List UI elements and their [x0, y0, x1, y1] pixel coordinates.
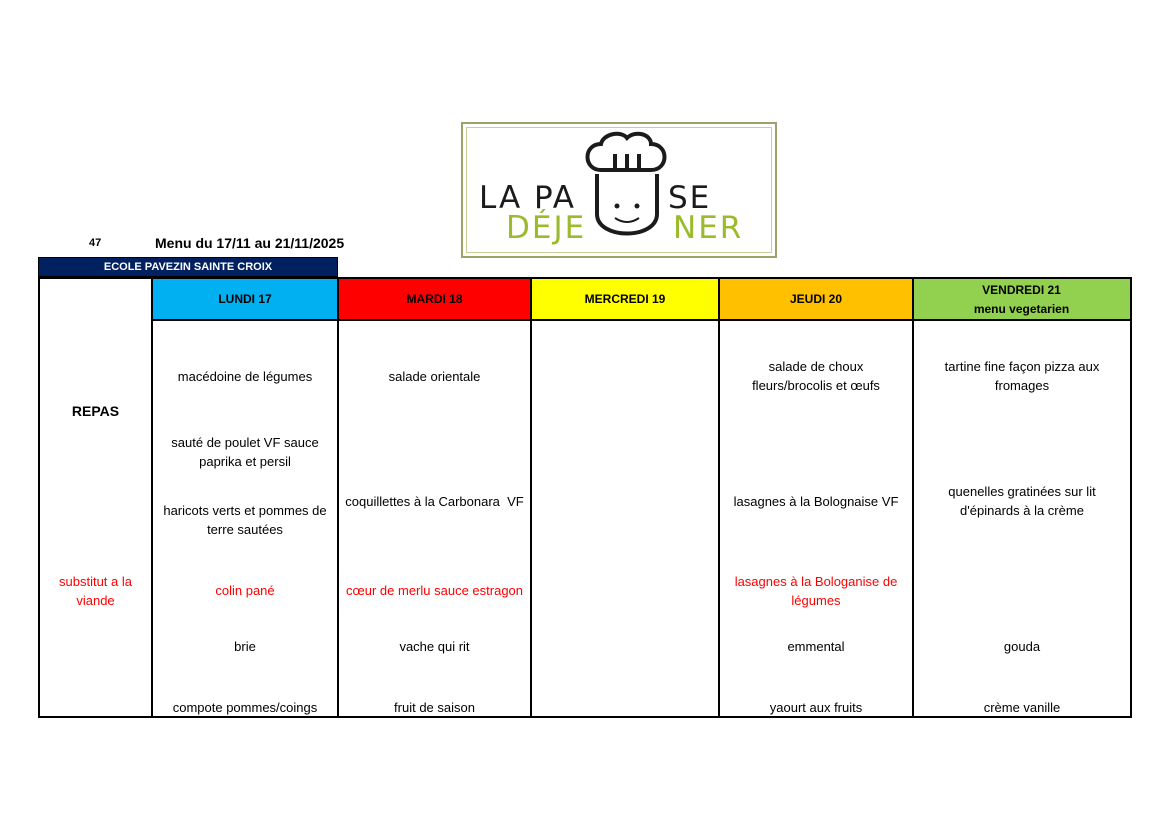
monday-side: haricots verts et pommes de terre sautées	[163, 503, 327, 537]
tuesday-starter: salade orientale	[388, 368, 481, 384]
monday-main: sauté de poulet VF sauce paprika et persil	[171, 435, 319, 469]
grid-line	[530, 277, 532, 718]
grid-line	[152, 319, 1132, 321]
logo-text-la-pa: LA PA	[479, 180, 576, 216]
tuesday-side: coquillettes à la Carbonara VF	[345, 493, 524, 509]
monday-substitute: colin pané	[215, 582, 275, 598]
chef-face-icon	[581, 130, 671, 250]
grid-line	[38, 277, 1132, 279]
friday-starter: tartine fine façon pizza aux fromages	[944, 359, 1100, 393]
week-number: 47	[89, 237, 102, 249]
logo-text-ner: NER	[673, 210, 744, 246]
day-header-friday	[913, 279, 1130, 320]
menu-title: Menu du 17/11 au 21/11/2025	[155, 235, 345, 251]
tuesday-dessert: fruit de saison	[394, 699, 475, 715]
thursday-starter: salade de choux fleurs/brocolis et œufs	[752, 359, 880, 393]
friday-dessert: crème vanille	[983, 699, 1061, 715]
tuesday-substitute: cœur de merlu sauce estragon	[345, 582, 524, 598]
logo-text-se: SE	[668, 180, 712, 216]
grid-line	[1130, 277, 1132, 718]
day-label: JEUDI 20	[789, 292, 843, 306]
friday-side: quenelles gratinées sur lit d'épinards à la crème	[948, 484, 1096, 518]
day-header-monday	[152, 279, 338, 320]
day-subheader: menu vegetarien	[973, 301, 1070, 316]
thursday-side: lasagnes à la Bolognaise VF	[733, 493, 899, 509]
day-label: MARDI 18	[406, 292, 463, 306]
monday-starter: macédoine de légumes	[177, 368, 313, 384]
school-banner: ECOLE PAVEZIN SAINTE CROIX	[38, 257, 338, 277]
friday-cheese: gouda	[1003, 638, 1041, 654]
thursday-substitute: lasagnes à la Bologanise de légumes	[734, 574, 898, 608]
day-header-tuesday	[338, 279, 531, 320]
thursday-dessert: yaourt aux fruits	[769, 699, 863, 715]
day-header-wednesday	[531, 279, 719, 320]
day-header-thursday	[719, 279, 913, 320]
tuesday-cheese: vache qui rit	[399, 638, 470, 654]
day-label: LUNDI 17	[218, 292, 272, 306]
day-label: MERCREDI 19	[584, 292, 666, 306]
brand-logo	[461, 122, 777, 258]
monday-cheese: brie	[234, 638, 256, 654]
row-label-substitute: substitut a la viande	[59, 574, 132, 608]
thursday-cheese: emmental	[787, 638, 845, 654]
grid-line	[38, 277, 40, 718]
monday-dessert: compote pommes/coings	[172, 699, 318, 715]
row-label-repas: REPAS	[71, 402, 120, 419]
day-label: VENDREDI 21	[982, 282, 1061, 297]
logo-text-deje: DÉJE	[506, 210, 587, 246]
